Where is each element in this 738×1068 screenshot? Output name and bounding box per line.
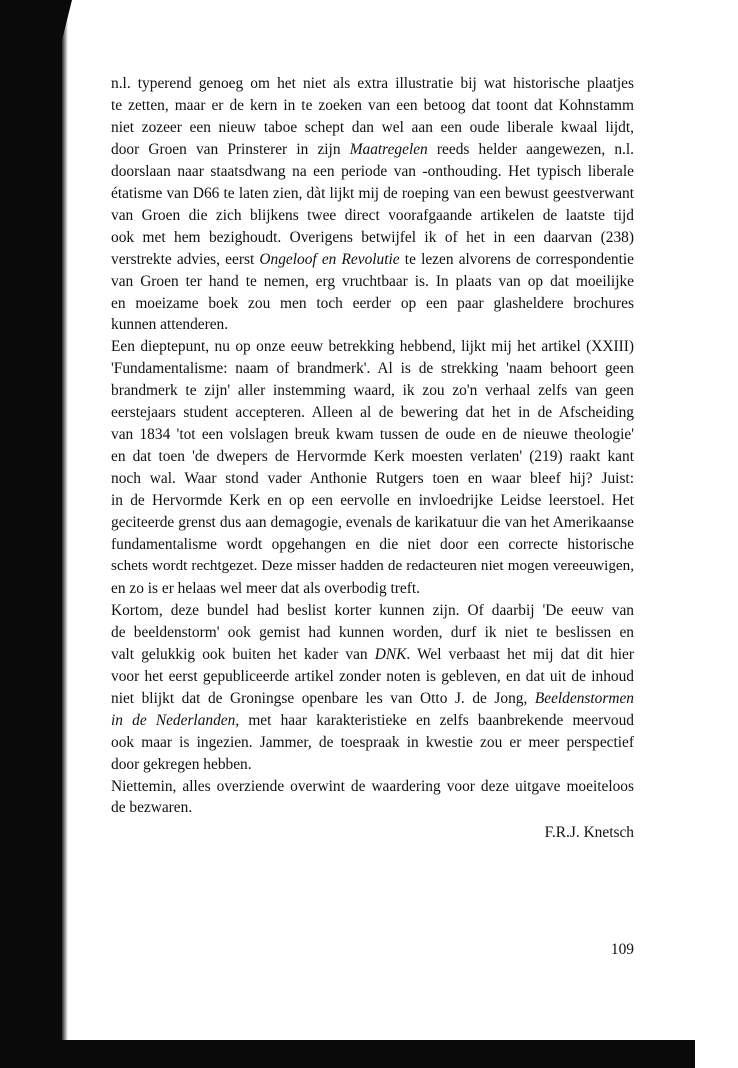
text-line: [111, 402, 634, 424]
text-line: [111, 95, 634, 117]
text-run: schets wordt rechtgezet. Deze misser hadden de redacteuren niet mogen vereeuwigen,: [111, 557, 634, 574]
text-line: [111, 666, 634, 688]
text-line: [111, 183, 634, 205]
text-line: [111, 271, 634, 293]
text-run: , met haar karakteristieke en zelfs baanbrekende meervoud: [235, 711, 635, 729]
author-signature: F.R.J. Knetsch: [544, 824, 634, 841]
text-line: [111, 249, 634, 271]
text-line: [111, 776, 634, 798]
text-run: en moeizame boek zou men toch eerder op een paar glasheldere brochures: [111, 294, 634, 312]
text-run: kunnen attenderen.: [111, 316, 229, 334]
text-run: en dat toen 'de dwepers de Hervormde Kerk moesten verlaten' (219) raakt kant: [111, 448, 634, 466]
text-line: [111, 622, 634, 644]
text-line: [111, 424, 634, 446]
text-run: in de Hervormde Kerk en op een eervolle en invloedrijke Leidse leerstoel. Het: [111, 492, 634, 510]
text-run: ook met hem bezighoudt. Overigens betwijfel ik of het in een daarvan (238): [111, 228, 634, 246]
text-line: [111, 314, 634, 336]
text-line: [111, 754, 634, 776]
text-run: 'Fundamentalisme: naam of brandmerk'. Al is de strekking 'naam behoort geen: [111, 360, 634, 378]
text-line: [111, 380, 634, 402]
paragraph: [111, 336, 634, 599]
text-run: de beeldenstorm' ook gemist had kunnen worden, durf ik niet te beslissen en: [111, 623, 634, 641]
text-run: voor het eerst gepubliceerde artikel zonder noten is gebleven, en dat uit de inhoud: [111, 667, 634, 685]
paragraph: [111, 776, 634, 820]
text-line: [111, 534, 634, 556]
text-run: de bezwaren.: [111, 799, 193, 817]
text-run: Een dieptepunt, nu op onze eeuw betrekking hebbend, lijkt mij het artikel (XXIII): [111, 338, 634, 356]
text-run: valt gelukkig ook buiten het kader van: [111, 645, 375, 663]
text-line: [111, 490, 634, 512]
text-line: [111, 688, 634, 710]
text-line: [111, 556, 634, 578]
text-run: étatisme van D66 te laten zien, dàt lijkt mij de roeping van een bewust geestverwant: [111, 184, 634, 202]
text-line: [111, 73, 634, 95]
text-run: door Groen van Prinsterer in zijn: [111, 140, 350, 158]
text-line: [111, 205, 634, 227]
text-line: [111, 139, 634, 161]
text-line: [111, 293, 634, 315]
text-run: niet blijkt dat de Groningse openbare les van Otto J. de Jong,: [111, 689, 535, 707]
paragraph: [111, 73, 634, 336]
text-run: n.l. typerend genoeg om het niet als extra illustratie bij wat historische plaatjes: [111, 75, 634, 92]
text-line: [111, 578, 634, 600]
italic-title: DNK: [374, 645, 407, 663]
text-line: [111, 336, 634, 358]
text-run: ook maar is ingezien. Jammer, de toespraak in kwestie zou er meer perspectief: [111, 733, 634, 751]
text-line: [111, 732, 634, 754]
text-line: [111, 161, 634, 183]
scan-border-left: [0, 0, 62, 1068]
text-run: van Groen ter hand te nemen, erg vruchtbaar is. In plaats van op dat moeilijke: [111, 272, 634, 290]
scan-border-notch: [62, 0, 72, 40]
text-run: Kortom, deze bundel had beslist korter kunnen zijn. Of daarbij 'De eeuw van: [111, 601, 634, 619]
text-line: [111, 358, 634, 380]
text-run: Niettemin, alles overziende overwint de waardering voor deze uitgave moeiteloos: [111, 777, 634, 795]
text-run: verstrekte advies, eerst: [111, 250, 260, 268]
text-run: eerstejaars student accepteren. Alleen al de bewering dat het in de Afscheiding: [111, 404, 634, 422]
scan-border-bottom: [0, 1040, 695, 1068]
page-number: 109: [610, 941, 634, 958]
text-run: brandmerk te zijn' aller instemming waard, ik zou zo'n verhaal zelfs van geen: [111, 382, 634, 400]
text-line: [111, 600, 634, 622]
text-run: te lezen alvorens de correspondentie: [399, 250, 634, 268]
text-line: [111, 710, 634, 732]
text-run: niet zozeer een nieuw taboe schept dan wel aan een oude liberale kwaal lijdt,: [111, 118, 634, 136]
text-line: [111, 644, 634, 666]
italic-title: Maatregelen: [349, 140, 428, 158]
text-run: van Groen die zich blijkens twee direct voorafgaande artikelen de laatste tijd: [111, 206, 634, 224]
text-run: doorslaan naar staatsdwang na een periode van -onthouding. Het typisch liberale: [111, 162, 634, 180]
text-run: geciteerde grenst dus aan demagogie, evenals de karikatuur die van het Amerikaanse: [111, 514, 634, 532]
text-line: [111, 117, 634, 139]
text-run: reeds helder aangewezen, n.l.: [427, 140, 634, 158]
article-body: [111, 73, 634, 819]
text-run: door gekregen hebben.: [111, 755, 252, 773]
italic-title: Beeldenstormen: [534, 689, 634, 707]
text-line: [111, 227, 634, 249]
text-run: fundamentalisme wordt opgehangen en die niet door een correcte historische: [111, 536, 634, 554]
text-line: [111, 512, 634, 534]
text-line: [111, 468, 634, 490]
text-run: te zetten, maar er de kern in te zoeken van een betoog dat toont dat Kohnstamm: [111, 96, 634, 114]
text-line: [111, 446, 634, 468]
italic-title: in de Nederlanden: [111, 711, 236, 729]
text-line: [111, 797, 634, 819]
text-run: . Wel verbaast het mij dat dit hier: [406, 645, 634, 663]
text-run: en zo is er helaas wel meer dat als overbodig treft.: [111, 579, 420, 597]
paragraph: [111, 600, 634, 776]
text-run: van 1834 'tot een volslagen breuk kwam tussen de oude en de nieuwe theologie': [111, 426, 634, 444]
italic-title: Ongeloof en Revolutie: [259, 250, 400, 268]
text-run: noch wal. Waar stond vader Anthonie Rutgers toen en waar bleef hij? Juist:: [111, 470, 634, 488]
